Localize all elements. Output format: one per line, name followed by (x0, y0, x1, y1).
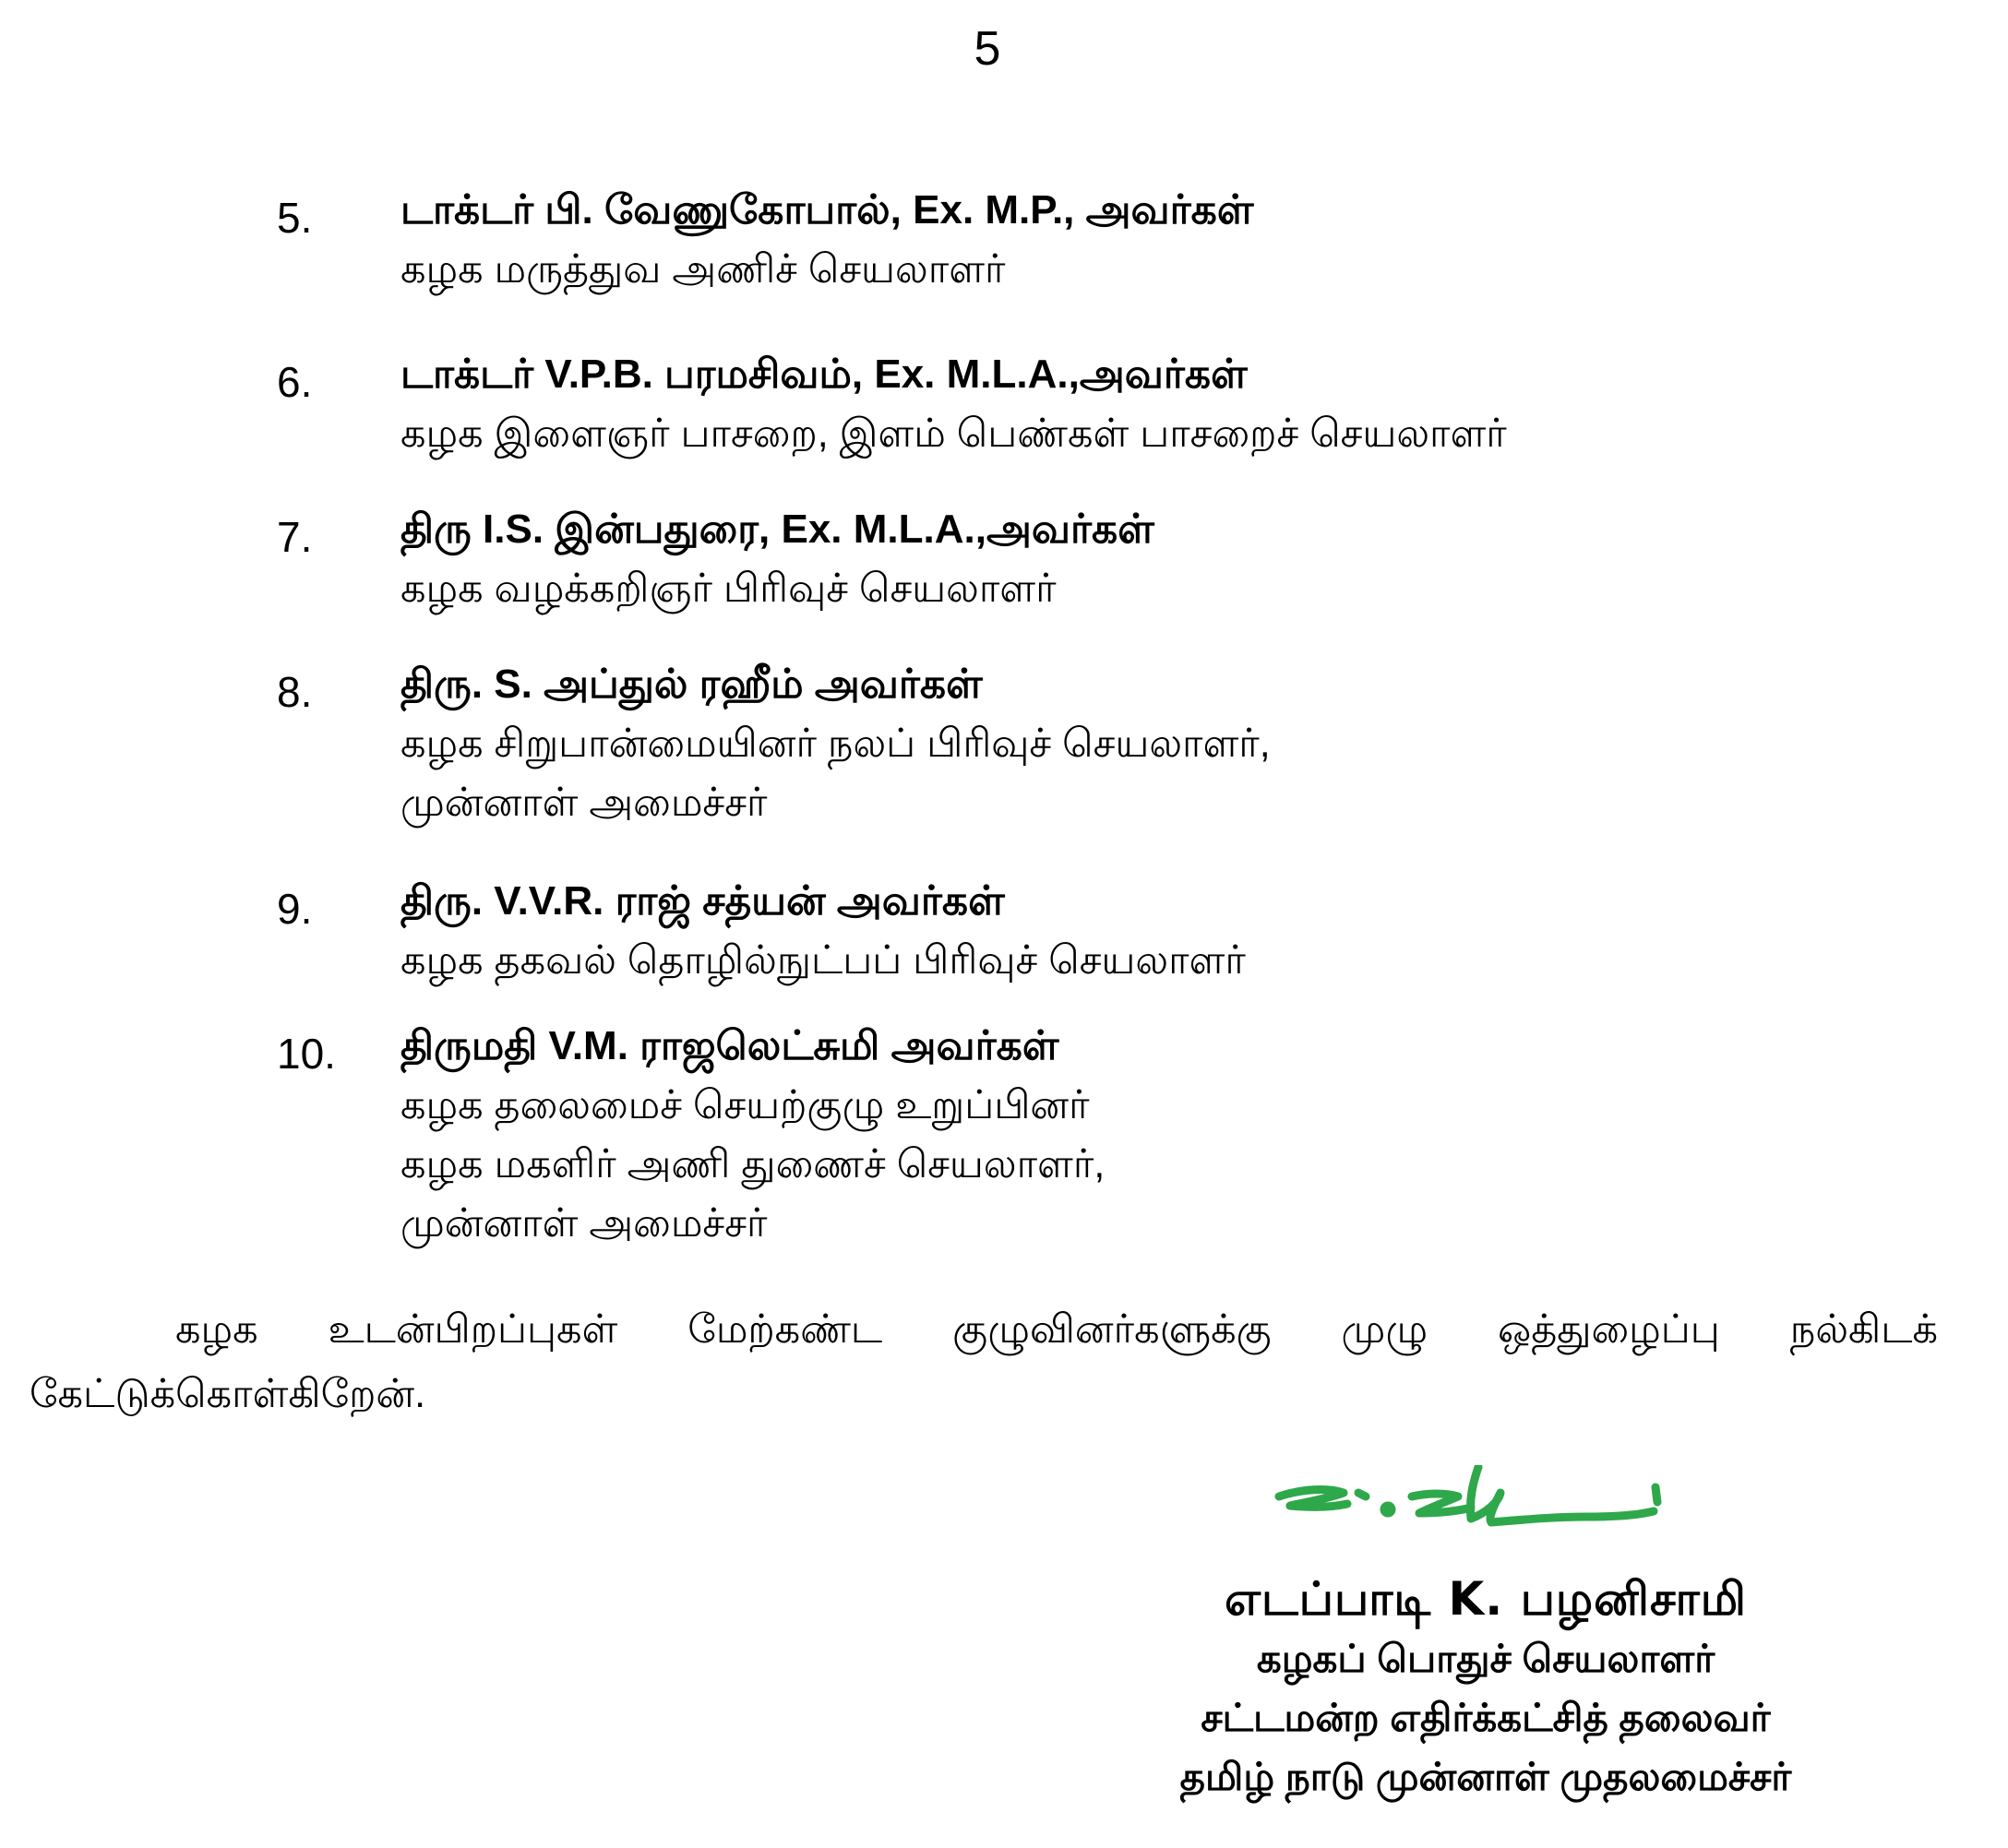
signature-block (1098, 1568, 1873, 1806)
closing-paragraph (30, 1297, 1938, 1426)
signatory-title: கழகப் பொதுச் செயலாளர் (1256, 1637, 1715, 1680)
closing-paragraph-line: கேட்டுக்கொள்கிறேன். (30, 1372, 426, 1416)
member-role: முன்னாள் அமைச்சர் (400, 781, 768, 825)
closing-paragraph-line: கழக உடன்பிறப்புகள் மேற்கண்ட குழுவினர்களுக்கு முழு ஒத்துழைப்பு நல்கிடக் (175, 1307, 1939, 1352)
member-role: முன்னாள் அமைச்சர் (400, 1201, 768, 1246)
member-role: கழக இளைஞர் பாசறை, இளம் பெண்கள் பாசறைச் செயலாளர் (400, 411, 1507, 456)
item-number: 8. (277, 668, 313, 716)
member-name: டாக்டர் V.P.B. பரமசிவம், Ex. M.L.A.,அவர்கள் (400, 352, 1248, 397)
member-name: திரு. V.V.R. ராஜ் சத்யன் அவர்கள் (400, 878, 1005, 924)
member-role: கழக மகளிர் அணி துணைச் செயலாளர், (400, 1142, 1106, 1186)
handwritten-signature (1273, 1465, 1670, 1557)
item-number: 7. (277, 513, 313, 561)
signatory-name: எடப்பாடி K. பழனிசாமி (1225, 1572, 1747, 1626)
member-name: டாக்டர் பி. வேணுகோபால், Ex. M.P., அவர்கள் (400, 187, 1254, 232)
page-number: 5 (974, 22, 1001, 76)
member-name: திரு. S. அப்துல் ரஹீம் அவர்கள் (400, 662, 983, 707)
member-role: கழக வழக்கறிஞர் பிரிவுச் செயலாளர் (400, 566, 1057, 611)
item-number: 6. (277, 358, 313, 406)
signatory-title: தமிழ் நாடு முன்னாள் முதலமைச்சர் (1179, 1755, 1792, 1798)
item-number: 10. (277, 1030, 336, 1078)
member-name: திரு I.S. இன்பதுரை, Ex. M.L.A.,அவர்கள் (400, 507, 1154, 552)
member-role: கழக சிறுபான்மையினர் நலப் பிரிவுச் செயலாளர், (400, 721, 1271, 766)
member-role: கழக மருத்துவ அணிச் செயலாளர் (400, 247, 1006, 292)
signatory-title: சட்டமன்ற எதிர்க்கட்சித் தலைவர் (1201, 1696, 1771, 1739)
member-name: திருமதி V.M. ராஜலெட்சுமி அவர்கள் (400, 1023, 1059, 1068)
item-number: 5. (277, 194, 313, 242)
member-role: கழக தகவல் தொழில்நுட்பப் பிரிவுச் செயலாளர் (400, 938, 1246, 983)
member-role: கழக தலைமைச் செயற்குழு உறுப்பினர் (400, 1083, 1090, 1127)
item-number: 9. (277, 885, 313, 933)
